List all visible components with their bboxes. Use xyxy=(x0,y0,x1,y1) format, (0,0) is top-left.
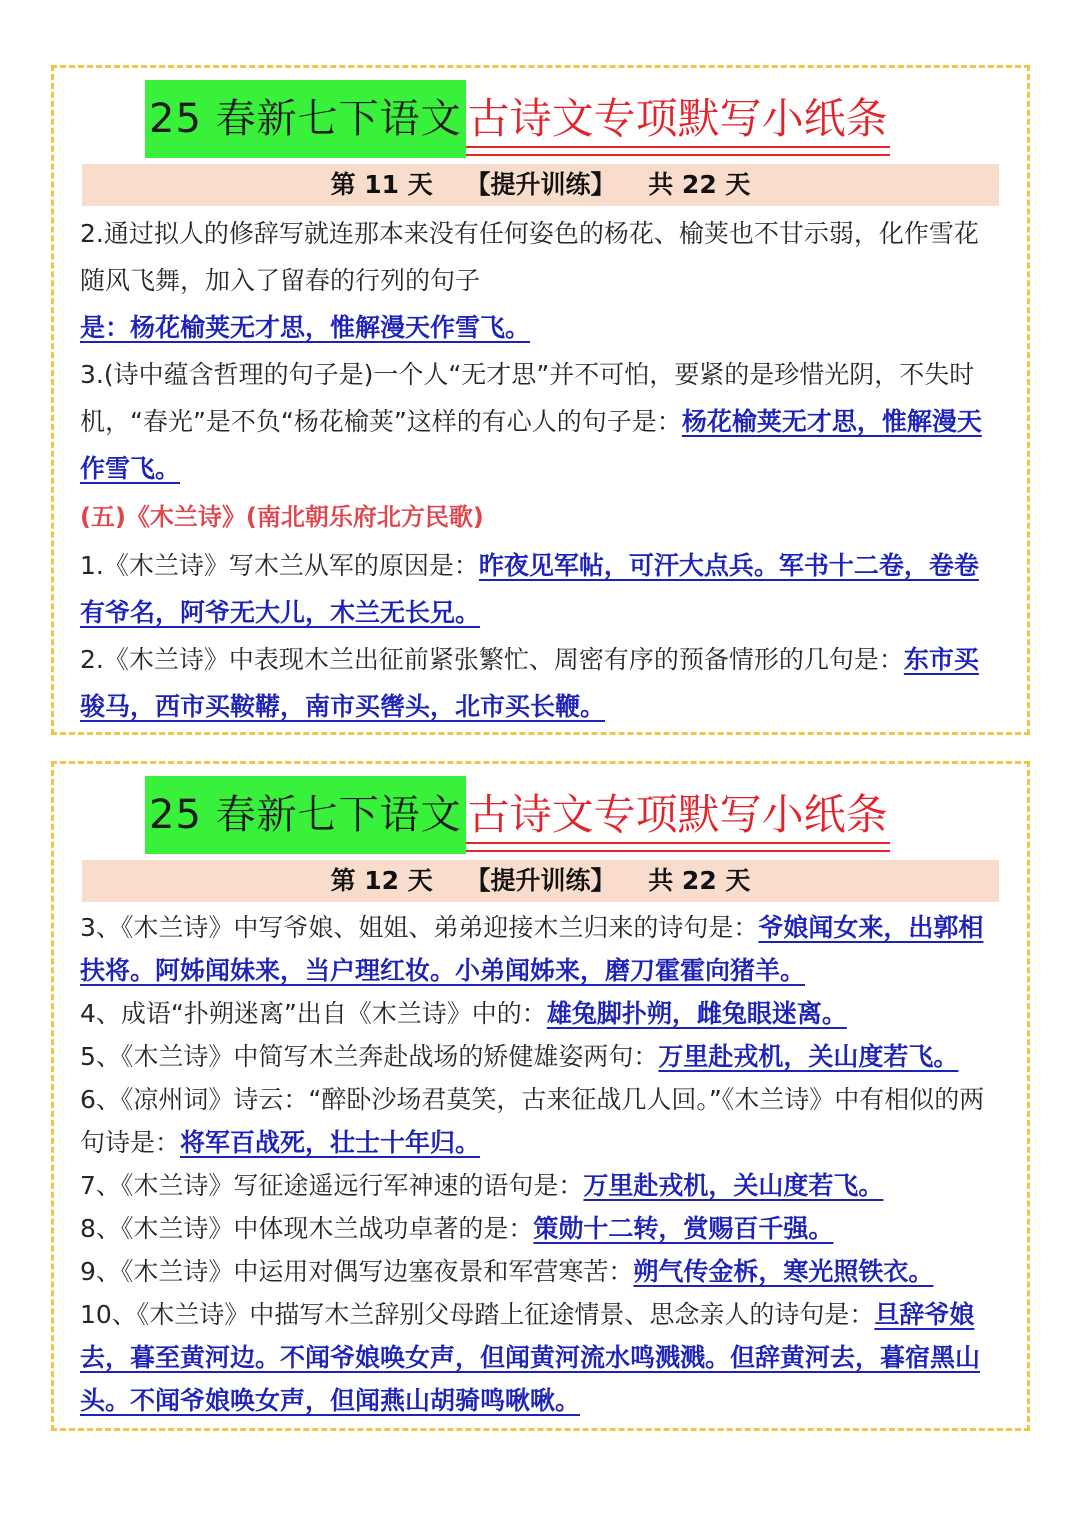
answer-text: 将军百战死，壮士十年归。 xyxy=(180,1128,481,1157)
mode-label: 【提升训练】 xyxy=(465,170,616,199)
note-card-day-12 xyxy=(51,761,1030,1431)
question-text: 5、《木兰诗》中简写木兰奔赴战场的矫健雄姿两句： xyxy=(80,1042,659,1071)
answer-text: 杨花榆荚无才思，惟解漫天作雪飞。 xyxy=(80,407,982,483)
question-text: 9、《木兰诗》中运用对偶写边塞夜景和军营寒苦： xyxy=(80,1257,634,1286)
answer-text: 东市买骏马，西市买鞍鞯，南市买辔头，北市买长鞭。 xyxy=(80,645,979,721)
question-item xyxy=(80,1207,999,1250)
question-item xyxy=(80,351,999,492)
question-item xyxy=(80,1250,999,1293)
title-red-part: 古诗文专项默写小纸条 xyxy=(466,776,890,854)
total-label: 共 22 天 xyxy=(648,866,751,895)
card-title xyxy=(145,80,890,158)
day-bar xyxy=(82,860,999,902)
question-text: 1.《木兰诗》写木兰从军的原因是： xyxy=(80,551,479,580)
section-heading: (五)《木兰诗》(南北朝乐府北方民歌) xyxy=(80,503,484,531)
question-item xyxy=(80,1293,999,1422)
title-green-part: 25 春新七下语文 xyxy=(145,80,466,158)
title-green-part: 25 春新七下语文 xyxy=(145,776,466,854)
question-item xyxy=(80,210,999,351)
question-item xyxy=(80,1035,999,1078)
day-label: 第 11 天 xyxy=(330,170,433,199)
question-item xyxy=(80,1164,999,1207)
question-text: 8、《木兰诗》中体现木兰战功卓著的是： xyxy=(80,1214,534,1243)
question-text: 3、《木兰诗》中写爷娘、姐姐、弟弟迎接木兰归来的诗句是： xyxy=(80,913,759,942)
answer-text: 朔气传金柝，寒光照铁衣。 xyxy=(633,1257,934,1286)
note-card-day-11 xyxy=(51,65,1030,735)
card-content xyxy=(80,210,999,730)
answer-text: 万里赴戎机，关山度若飞。 xyxy=(658,1042,959,1071)
mode-label: 【提升训练】 xyxy=(465,866,616,895)
card-title xyxy=(145,776,890,854)
answer-text: 爷娘闻女来，出郭相扶将。阿姊闻妹来，当户理红妆。小弟闻姊来，磨刀霍霍向猪羊。 xyxy=(80,913,984,985)
day-bar xyxy=(82,164,999,206)
answer-text: 雄兔脚扑朔，雌兔眼迷离。 xyxy=(546,999,847,1028)
day-label: 第 12 天 xyxy=(330,866,433,895)
answer-text: 策勋十二转，赏赐百千强。 xyxy=(533,1214,834,1243)
question-text: 2.《木兰诗》中表现木兰出征前紧张繁忙、周密有序的预备情形的几句是： xyxy=(80,645,904,674)
question-text: 7、《木兰诗》写征途遥远行军神速的语句是： xyxy=(80,1171,584,1200)
question-text: 10、《木兰诗》中描写木兰辞别父母踏上征途情景、思念亲人的诗句是： xyxy=(80,1300,875,1329)
question-item xyxy=(80,906,999,992)
answer-text: 万里赴戎机，关山度若飞。 xyxy=(583,1171,884,1200)
question-item xyxy=(80,992,999,1035)
question-text: 3.(诗中蕴含哲理的句子是)一个人“无才思”并不可怕，要紧的是珍惜光阴，不失时机，“春光”是不负“杨花榆荚”这样的有心人的句子是： xyxy=(80,360,975,436)
question-item xyxy=(80,542,999,636)
question-text: 4、成语“扑朔迷离”出自《木兰诗》中的： xyxy=(80,999,547,1028)
card-content xyxy=(80,906,999,1422)
answer-text: 旦辞爷娘去，暮至黄河边。不闻爷娘唤女声，但闻黄河流水鸣溅溅。但辞黄河去，暮宿黑山头。不闻爷娘唤女声，但闻燕山胡骑鸣啾啾。 xyxy=(80,1300,981,1415)
answer-text: 昨夜见军帖，可汗大点兵。军书十二卷，卷卷有爷名，阿爷无大儿，木兰无长兄。 xyxy=(80,551,979,627)
total-label: 共 22 天 xyxy=(648,170,751,199)
question-item xyxy=(80,1078,999,1164)
question-text: 2.通过拟人的修辞写就连那本来没有任何姿色的杨花、榆荚也不甘示弱，化作雪花随风飞舞，加入了留春的行列的句子 xyxy=(80,219,979,295)
title-red-part: 古诗文专项默写小纸条 xyxy=(466,80,890,158)
answer-text: 是：杨花榆荚无才思，惟解漫天作雪飞。 xyxy=(80,313,531,342)
question-item xyxy=(80,636,999,730)
question-text: 6、《凉州词》诗云：“醉卧沙场君莫笑，古来征战几人回。”《木兰诗》中有相似的两句诗是： xyxy=(80,1085,985,1157)
